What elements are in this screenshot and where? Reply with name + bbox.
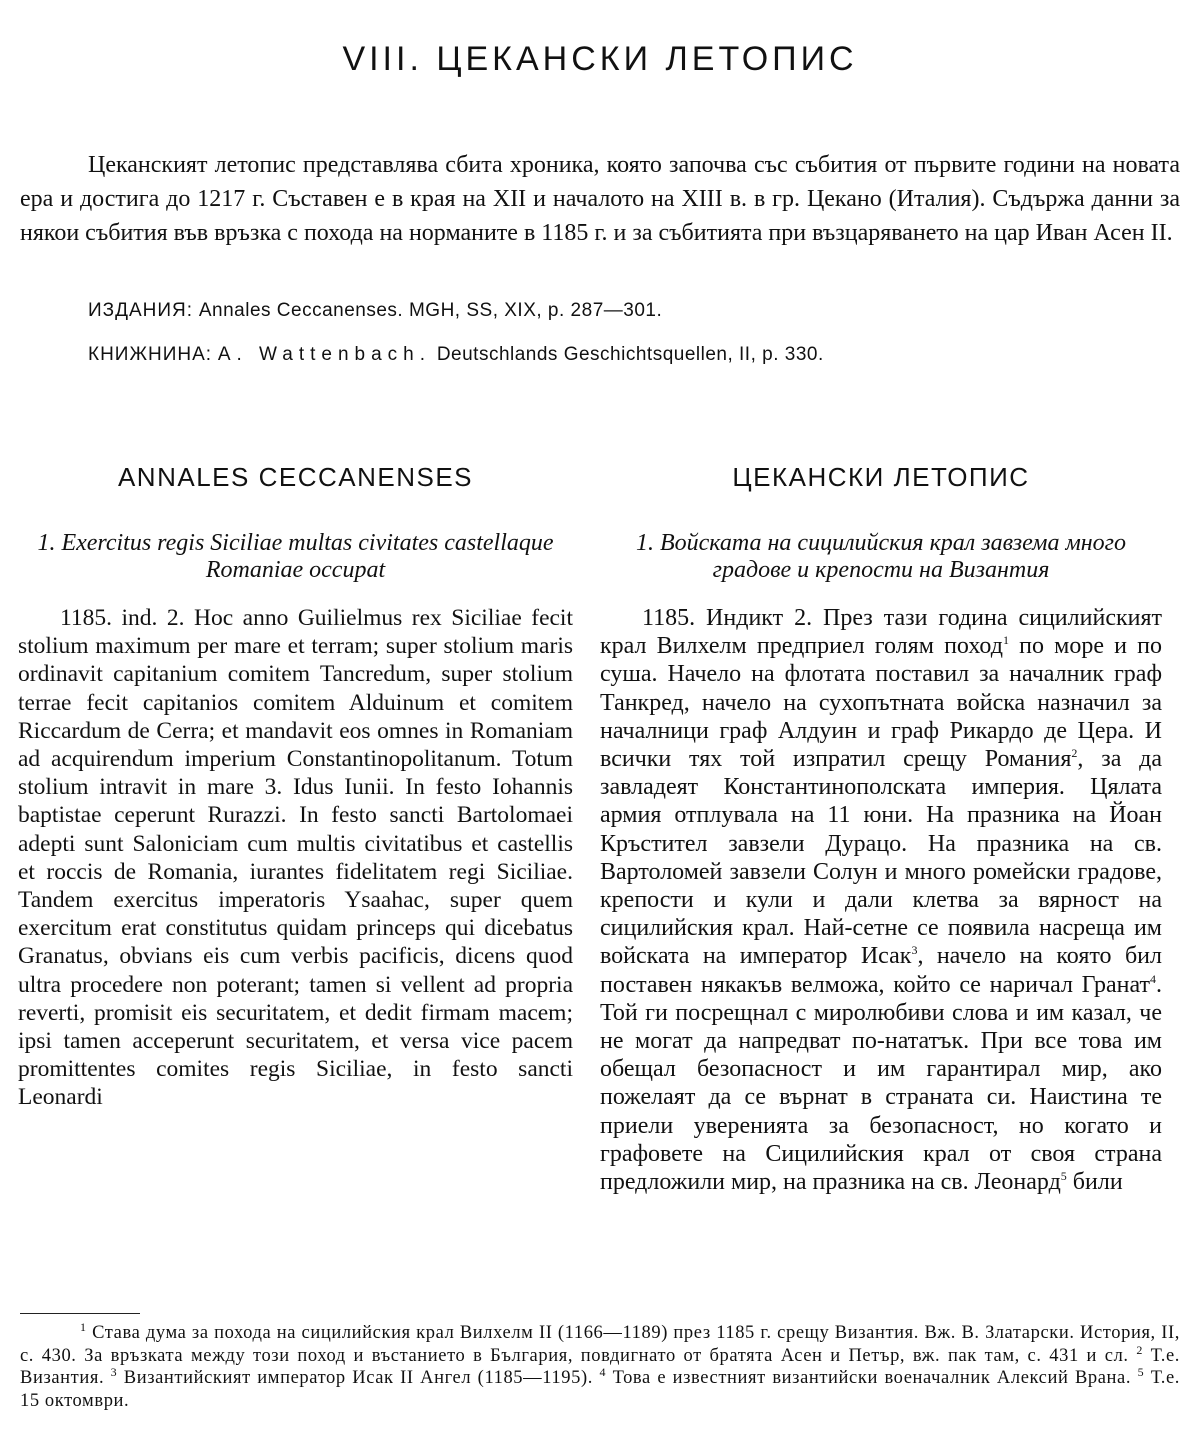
bulgarian-heading: ЦЕКАНСКИ ЛЕТОПИС <box>732 462 1030 492</box>
latin-text: 1185. ind. 2. Hoc anno Guilielmus rex Siciliae fecit stolium maximum per mare et terram; super stolium maris ordinavit capitanium comitem Tancredum, super stolium terrae fecit capitanios comitem Alduinum et comitem Riccardum de Cerra; et mandavit eos omnes in Romaniam ad acquirendum imperium Constantinopolitanum. Totum stolium intravit in mare 3. Idus Iunii. In festo Iohannis baptistae ceperunt Rurazzi. In festo sancti Bartolomaei adepti sunt Saloniciam cum multis civitatibus et castellis et roccis de Romania, iurantes fidelitatem regi Siciliae. Tandem exercitus imperatoris Ysaahac, super quem exercitum erat constitutus quidam princeps qui dicebatus Granatus, obvians eis cum verbis pacificis, dicens quod ultra procedere non poterant; tamen si vellent ad propria reverti, promisit eis securitatem, et dedit firmam macem; ipsi tamen acceperunt securitatem, et versa vice pacem promittentes comites regis Siciliae, in festo sancti Leonardi <box>18 605 573 1111</box>
footnote-mark-4: 4 <box>599 1364 607 1379</box>
page-title: VIII. ЦЕКАНСКИ ЛЕТОПИС <box>342 40 858 78</box>
latin-section-title: 1. Exercitus regis Siciliae multas civitates castellaque Romaniae occupat <box>37 530 554 583</box>
intro-paragraph <box>20 148 1180 250</box>
footnote-ref-2[interactable]: 2 <box>1071 746 1078 761</box>
footnote-ref-1[interactable]: 1 <box>1002 633 1009 648</box>
literature-author: A. Wattenbach. <box>217 344 432 365</box>
latin-body <box>18 604 573 1112</box>
footnote-mark-1: 1 <box>80 1319 87 1334</box>
footnote-mark-5: 5 <box>1137 1364 1145 1379</box>
footnotes-text: $^1$ Става дума за похода на сицилийския крал Вилхелм II (1166—1189) през 1185 г. срещу Византия. Вж. В. Златарски. История, II, с. 430. За връзката между този поход и въстанието в България, повдигнато от братята Асен и Петър, вж. пак там, с. 431 и сл. $^2$ Т.е. Византия. $^3$ Византийският император Исак II Ангел (1185—1195). $^4$ Това е известният византийски военачалник Алексий Врана. $^5$ Т.е. 15 октомври. <box>20 1319 1181 1411</box>
bulgarian-text: 1185. Индикт 2. През тази година сицилийският крал Вилхелм предприел голям поход$^1$ по море и по суша. Начело на флотата поставил за началник граф Танкред, начело на сухопътната войска назначил за началници граф Алдуин и граф Рикардо де Цера. И всички тях той изпратил срещу Романия$^2$, за да завладеят Константинополската империя. Цялата армия отплувала на 11 юни. На празника на Йоан Кръстител завзели Дурацо. На празника на св. Вартоломей завзели Солун и много ромейски градове, крепости и кули и дали клетва за вярност на сицилийския крал. Най-сетне се появила насреща им войската на император Исак$^3$, начело на която бил поставен някакъв велможа, който се наричал Гранат$^4$. Той ги посрещнал с миролюбиви слова и им казал, че не могат да напредват по-нататък. При все това им обещал безопасност и им гарантирал мир, ако пожелаят да се върнат в страната си. Наистина те приели уверенията за безопасност, но когато и графовете на Сицилийския крал от своя страна предложили мир, на празника на св. Леонард$^5$ били <box>600 605 1162 1196</box>
latin-heading: ANNALES CECCANENSES <box>117 462 474 492</box>
literature-text: Deutschlands Geschichtsquellen, II, p. 330. <box>436 344 824 365</box>
footnote-ref-4[interactable]: 4 <box>1150 971 1156 986</box>
footnotes <box>20 1319 1181 1412</box>
footnote-ref-5[interactable]: 5 <box>1060 1169 1067 1184</box>
footnote-mark-3: 3 <box>110 1364 118 1379</box>
editions-line <box>88 300 1088 322</box>
intro-text: Цеканският летопис представлява сбита хроника, която започва със събития от първите години на новата ера и достига до 1217 г. Съставен е в края на XII и началото на XIII в. в гр. Цекано (Италия). Съдържа данни за някои събития във връзка с похода на норманите в 1185 г. и за събитията при възцаряването на цар Иван Асен II. <box>20 152 1180 246</box>
literature-label: КНИЖНИНА: <box>88 344 213 365</box>
bulgarian-column <box>600 462 1162 1196</box>
bulgarian-section-title: 1. Войската на сицилийския крал завзема много градове и крепости на Византия <box>635 530 1127 583</box>
latin-column <box>18 462 573 1112</box>
footnote-mark-2: 2 <box>1136 1342 1143 1357</box>
footnote-ref-3[interactable]: 3 <box>911 943 918 958</box>
literature-line <box>88 344 1088 366</box>
editions-label: ИЗДАНИЯ: <box>88 300 194 321</box>
footnote-divider <box>20 1313 140 1314</box>
editions-text: Annales Ceccanenses. MGH, SS, XIX, p. 287—301. <box>198 300 663 321</box>
bulgarian-body <box>600 604 1162 1196</box>
